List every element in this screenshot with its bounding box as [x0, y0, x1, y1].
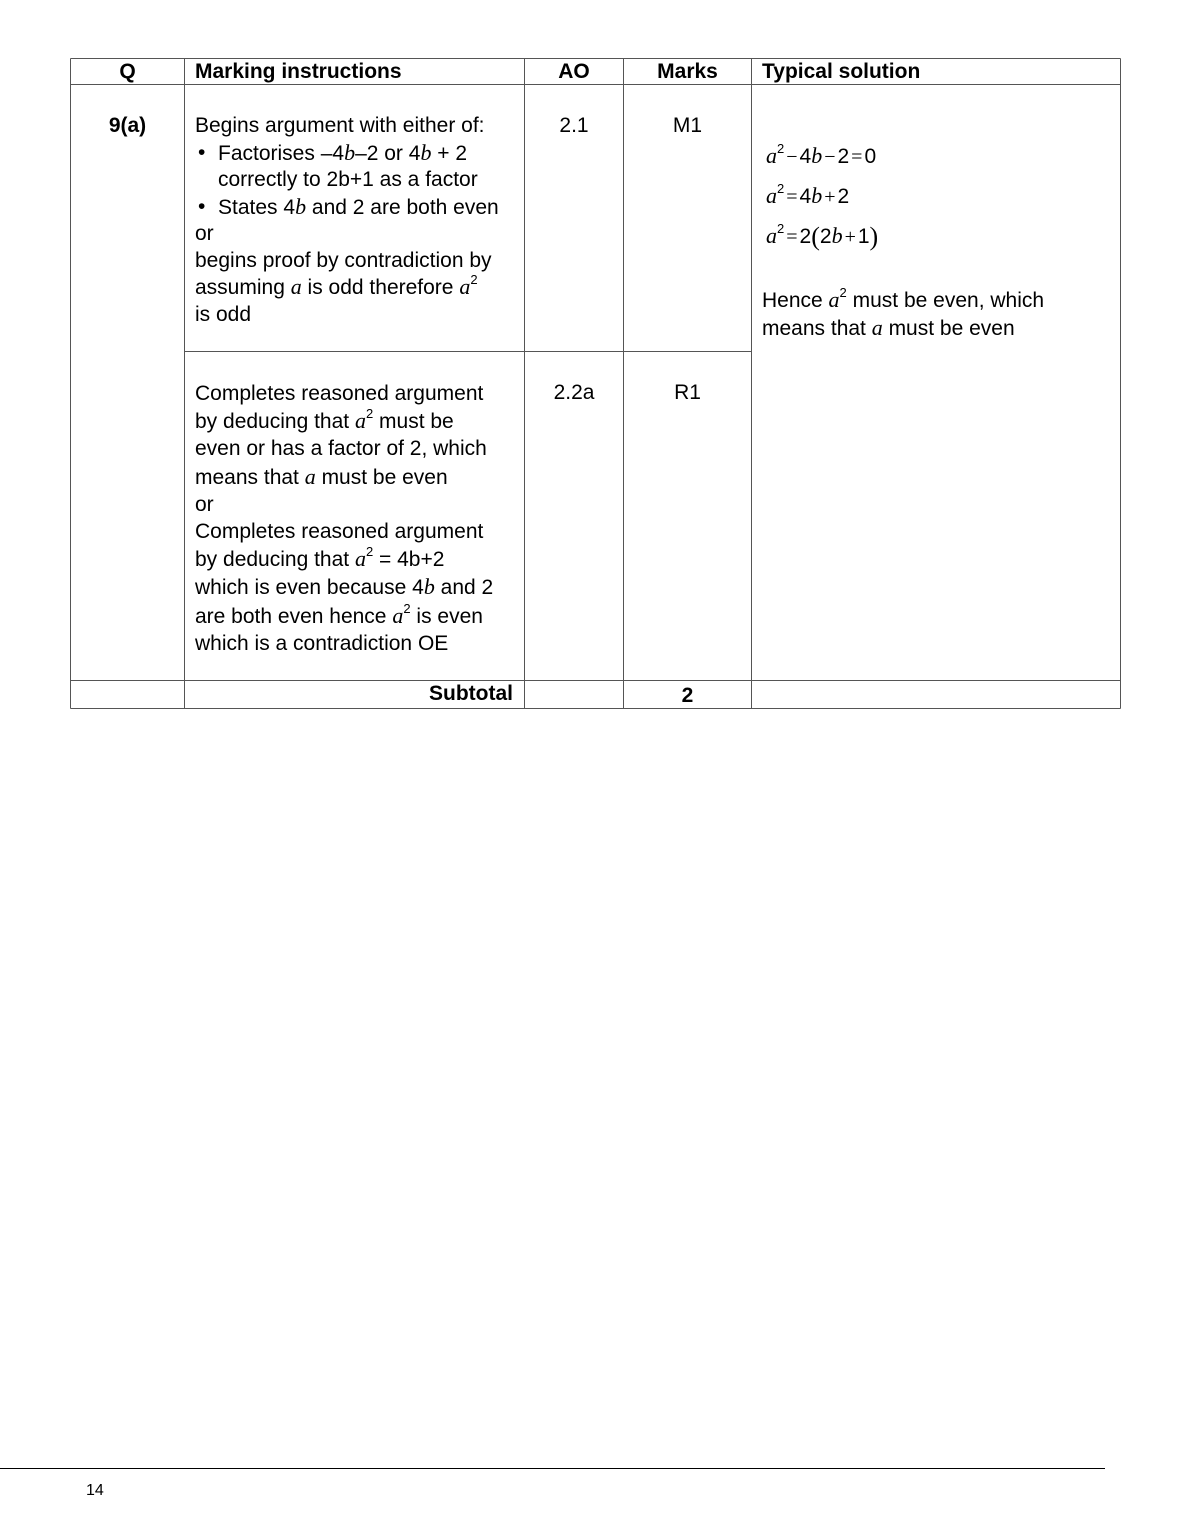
bullet-icon: • — [198, 194, 206, 218]
method-bullet-even — [195, 194, 520, 222]
reason-line3: even or has a factor of 2, which — [195, 437, 487, 461]
reason-line2: by deducing that $a^2$ must be — [195, 406, 454, 434]
mark-reasoning: R1 — [674, 381, 701, 404]
conclusion-line2: means that a must be even — [762, 314, 1015, 340]
bullet-factorise-text: Factorises –4b–2 or 4b + 2 — [218, 139, 468, 165]
typical-solution-equations — [766, 136, 878, 256]
equation-3: $a^2 =2(2b +1)$ — [766, 221, 879, 251]
mark-method: M1 — [672, 114, 703, 137]
equation-1: $a^2 -4b -2 =0$ — [766, 141, 877, 168]
header-marking-instructions: Marking instructions — [195, 60, 402, 83]
marking-instructions-method — [195, 113, 520, 328]
reason-line8: are both even hence $a^2$ is even — [195, 600, 483, 628]
header-q: Q — [119, 60, 136, 83]
footer-divider — [0, 1468, 1105, 1469]
method-alt-line1: begins proof by contradiction by — [195, 248, 492, 272]
marking-instructions-reasoning — [195, 380, 520, 657]
header-marks: Marks — [657, 60, 718, 83]
bullet-even-text: States 4b and 2 are both even — [218, 193, 499, 219]
reason-or: or — [195, 492, 214, 516]
subtotal-label: Subtotal — [429, 682, 513, 705]
solution-conclusion — [762, 287, 1044, 342]
reason-line1: Completes reasoned argument — [195, 382, 484, 405]
reason-line6: by deducing that $a^2 = 4b+2$ — [195, 544, 445, 572]
method-or: or — [195, 222, 214, 245]
bullet-factorise-cont: correctly to 2b+1 as a factor — [218, 168, 478, 191]
header-typical-solution: Typical solution — [762, 60, 921, 83]
reason-line7: which is even because 4b and 2 — [195, 574, 494, 600]
conclusion-line1: Hence $a^2$ must be even, which — [762, 285, 1045, 312]
reason-line5: Completes reasoned argument — [195, 520, 484, 544]
method-bullet-factorise — [195, 140, 520, 168]
bullet-icon: • — [198, 140, 206, 164]
reason-line4: means that a must be even — [195, 463, 448, 489]
ao-reasoning: 2.2a — [553, 381, 595, 404]
header-ao: AO — [558, 60, 590, 83]
method-alt-line2: assuming a is odd therefore $a^2$ — [195, 272, 478, 299]
equation-2: $a^2 =4b +2$ — [766, 181, 850, 208]
ao-method: 2.1 — [559, 114, 589, 137]
reason-line9: which is a contradiction OE — [195, 631, 449, 655]
page-number: 14 — [86, 1482, 104, 1499]
method-lead: Begins argument with either of: — [195, 114, 485, 137]
question-label: 9(a) — [108, 114, 147, 137]
method-alt-line3: is odd — [195, 302, 252, 326]
subtotal-marks: 2 — [681, 684, 694, 707]
